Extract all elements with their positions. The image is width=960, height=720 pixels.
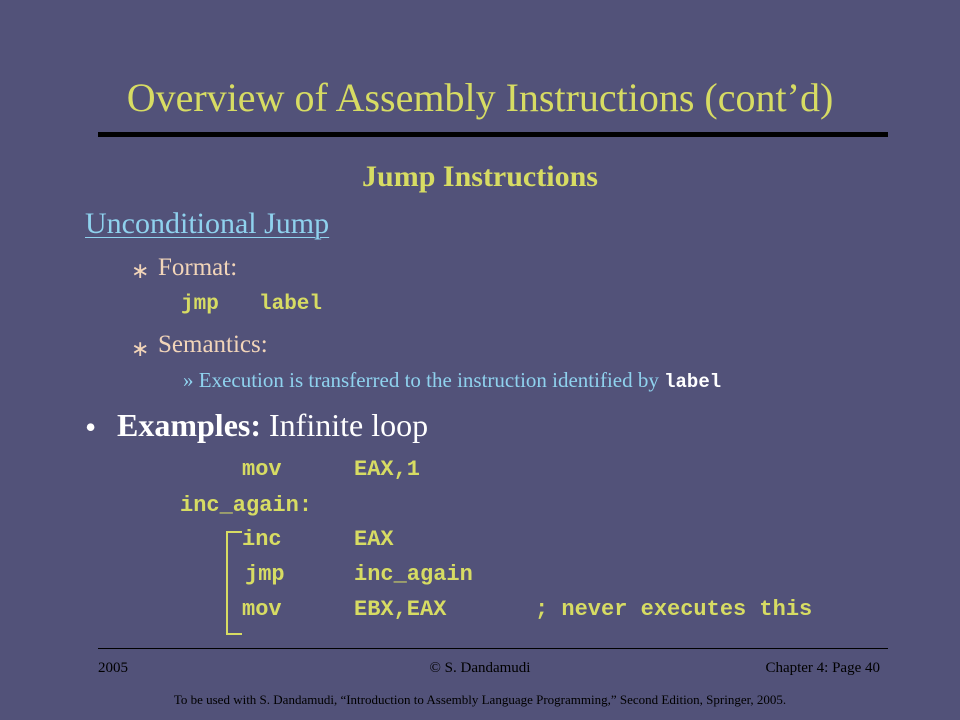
semantics-detail <box>183 368 721 393</box>
section-heading: Unconditional Jump <box>85 207 330 240</box>
title-divider <box>98 132 888 137</box>
footer-chapter: Chapter 4: Page 40 <box>765 660 880 676</box>
code-arg-5: EBX,EAX <box>354 597 447 622</box>
examples-heading <box>117 407 428 444</box>
examples-label: Examples: <box>117 407 261 443</box>
code-op-3: inc <box>242 527 282 552</box>
semantics-text: Execution is transferred to the instruction identified by <box>198 368 665 392</box>
footer-divider <box>98 648 888 649</box>
footer-year: 2005 <box>98 660 128 676</box>
code-op-1: mov <box>242 457 282 482</box>
format-code-op: jmp <box>181 293 219 316</box>
format-label: Format: <box>158 254 238 281</box>
footer-copyright: © S. Dandamudi <box>429 660 531 676</box>
semantics-sub-bullet-icon: » <box>183 368 194 392</box>
semantics-label: Semantics: <box>158 331 268 358</box>
semantics-bullet-icon: ∗ <box>131 336 150 361</box>
code-arg-4: inc_again <box>354 562 473 587</box>
slide-title: Overview of Assembly Instructions (cont’d) <box>126 75 834 120</box>
code-op-5: mov <box>242 597 282 622</box>
code-op-4: jmp <box>245 562 285 587</box>
code-comment-5: ; never executes this <box>535 597 813 622</box>
examples-text: Infinite loop <box>261 407 429 443</box>
examples-bullet-icon: • <box>85 409 97 445</box>
code-arg-3: EAX <box>354 527 394 552</box>
format-code-arg: label <box>259 293 323 316</box>
code-label-line: inc_again: <box>180 493 313 518</box>
semantics-code: label <box>664 371 722 393</box>
slide-subtitle: Jump Instructions <box>362 160 598 193</box>
code-arg-1: EAX,1 <box>354 457 421 482</box>
format-bullet-icon: ∗ <box>131 258 150 283</box>
footer-note: To be used with S. Dandamudi, “Introduction to Assembly Language Programming,” Second Edition, Springer, 2005. <box>173 692 787 707</box>
loop-bracket <box>226 531 242 635</box>
